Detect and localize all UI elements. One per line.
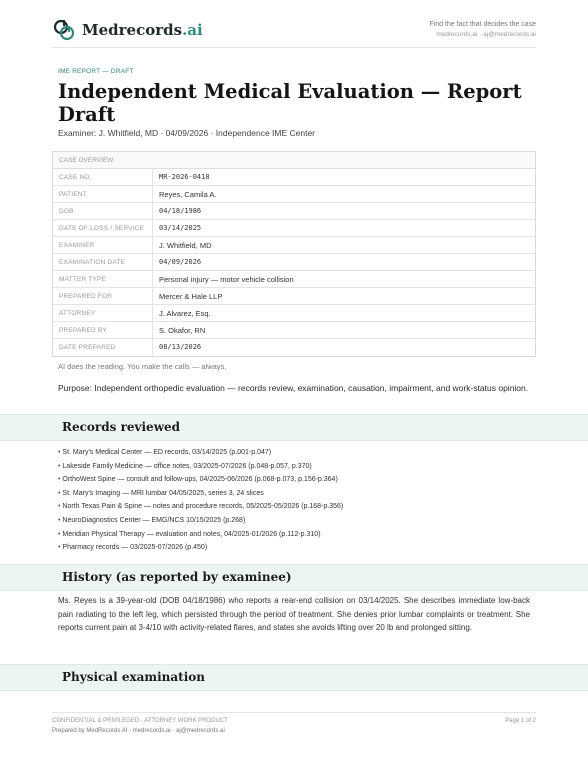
history-paragraph: Ms. Reyes is a 39-year-old (DOB 04/18/1986) who reports a rear-end collision on 03/14/2025. She describes immediate low-back pain radiating to the left leg, which persisted through the period of treatment. She denies prior lumbar complaints or treatment. She reports current pain at 3-4/10 with activity-related flares, and states she avoids lifting over 20 lb and prolonged sitting. <box>58 596 530 632</box>
row-label: DATE PREPARED <box>53 339 153 356</box>
section-header-records <box>0 414 588 441</box>
row-label: CASE NO. <box>53 169 153 185</box>
case-overview-table <box>52 151 536 357</box>
records-list <box>58 446 538 555</box>
row-label: PREPARED BY <box>53 322 153 338</box>
list-item: • St. Mary's Imaging — MRI lumbar 04/05/2025, series 3, 24 slices <box>58 487 538 501</box>
row-label: PATIENT <box>53 186 153 202</box>
list-item: • Lakeside Family Medicine — office notes, 03/2025-07/2026 (p.048-p.057, p.370) <box>58 460 538 474</box>
page-header <box>52 12 536 48</box>
row-value: 04/09/2026 <box>159 258 202 266</box>
section-header-physical-exam <box>0 664 588 691</box>
row-value: J. Alvarez, Esq. <box>159 309 211 318</box>
row-value: J. Whitfield, MD <box>159 241 212 250</box>
brand-name: Medrecords.ai <box>82 20 203 39</box>
row-value: Reyes, Camila A. <box>159 190 217 199</box>
list-item: • OrthoWest Spine — consult and follow-ups, 04/2025-06/2026 (p.068-p.073, p.156-p.364) <box>58 473 538 487</box>
table-row <box>53 339 535 356</box>
row-value: Personal injury — motor vehicle collision <box>159 275 294 284</box>
row-label: EXAMINATION DATE <box>53 254 153 270</box>
table-row <box>53 220 535 237</box>
ai-disclaimer: AI does the reading. You make the calls — always. <box>58 362 227 371</box>
row-label: ATTORNEY <box>53 305 153 321</box>
section-header-history <box>0 564 588 591</box>
page-footer <box>52 712 536 734</box>
row-value: 03/14/2025 <box>159 224 202 232</box>
row-label: DATE OF LOSS / SERVICE <box>53 220 153 236</box>
row-value: MR-2026-0418 <box>159 173 210 181</box>
section-title: Physical examination <box>62 670 206 684</box>
header-contacts: medrecords.ai · aj@medrecords.ai <box>436 31 536 38</box>
page-subtitle: Examiner: J. Whitfield, MD · 04/09/2026 · Independence IME Center <box>58 128 316 138</box>
confidentiality-notice: CONFIDENTIAL & PRIVILEGED · ATTORNEY WORK PRODUCT <box>52 718 228 724</box>
breadcrumb: IME REPORT — DRAFT <box>58 68 134 75</box>
list-item: • NeuroDiagnostics Center — EMG/NCS 10/15/2025 (p.268) <box>58 514 538 528</box>
table-row <box>53 186 535 203</box>
prepared-by-footer: Prepared by MedRecords AI · medrecords.ai · aj@medrecords.ai <box>52 728 225 734</box>
list-item: • North Texas Pain & Spine — notes and procedure records, 05/2025-05/2026 (p.168-p.356) <box>58 500 538 514</box>
purpose-statement: Purpose: Independent orthopedic evaluation — records review, examination, causation, impairment, and work-status opinion. <box>58 383 529 393</box>
row-value: S. Okafor, RN <box>159 326 206 335</box>
page-title: Independent Medical Evaluation — Report Draft <box>58 80 522 126</box>
table-row <box>53 305 535 322</box>
table-row <box>53 237 535 254</box>
tagline: Find the fact that decides the case <box>429 21 536 28</box>
table-row <box>53 203 535 220</box>
medrecords-logo-icon <box>52 18 76 42</box>
case-overview-heading: CASE OVERVIEW <box>53 152 535 169</box>
table-row <box>53 322 535 339</box>
row-value: 04/18/1986 <box>159 207 202 215</box>
list-item: • St. Mary's Medical Center — ED records, 03/14/2025 (p.001-p.047) <box>58 446 538 460</box>
table-row <box>53 169 535 186</box>
row-value: 08/13/2026 <box>159 343 202 351</box>
table-row <box>53 288 535 305</box>
row-label: EXAMINER <box>53 237 153 253</box>
table-row <box>53 254 535 271</box>
row-label: DOB <box>53 203 153 219</box>
table-row <box>53 271 535 288</box>
page-number: Page 1 of 2 <box>505 718 536 724</box>
section-title: History (as reported by examinee) <box>62 570 292 584</box>
brand-logo[interactable] <box>52 18 203 42</box>
row-label: MATTER TYPE <box>53 271 153 287</box>
list-item: • Meridian Physical Therapy — evaluation and notes, 04/2025-01/2026 (p.112-p.310) <box>58 528 538 542</box>
list-item: • Pharmacy records — 03/2025-07/2026 (p.450) <box>58 541 538 555</box>
row-label: PREPARED FOR <box>53 288 153 304</box>
section-title: Records reviewed <box>62 420 181 434</box>
row-value: Mercer & Hale LLP <box>159 292 223 301</box>
